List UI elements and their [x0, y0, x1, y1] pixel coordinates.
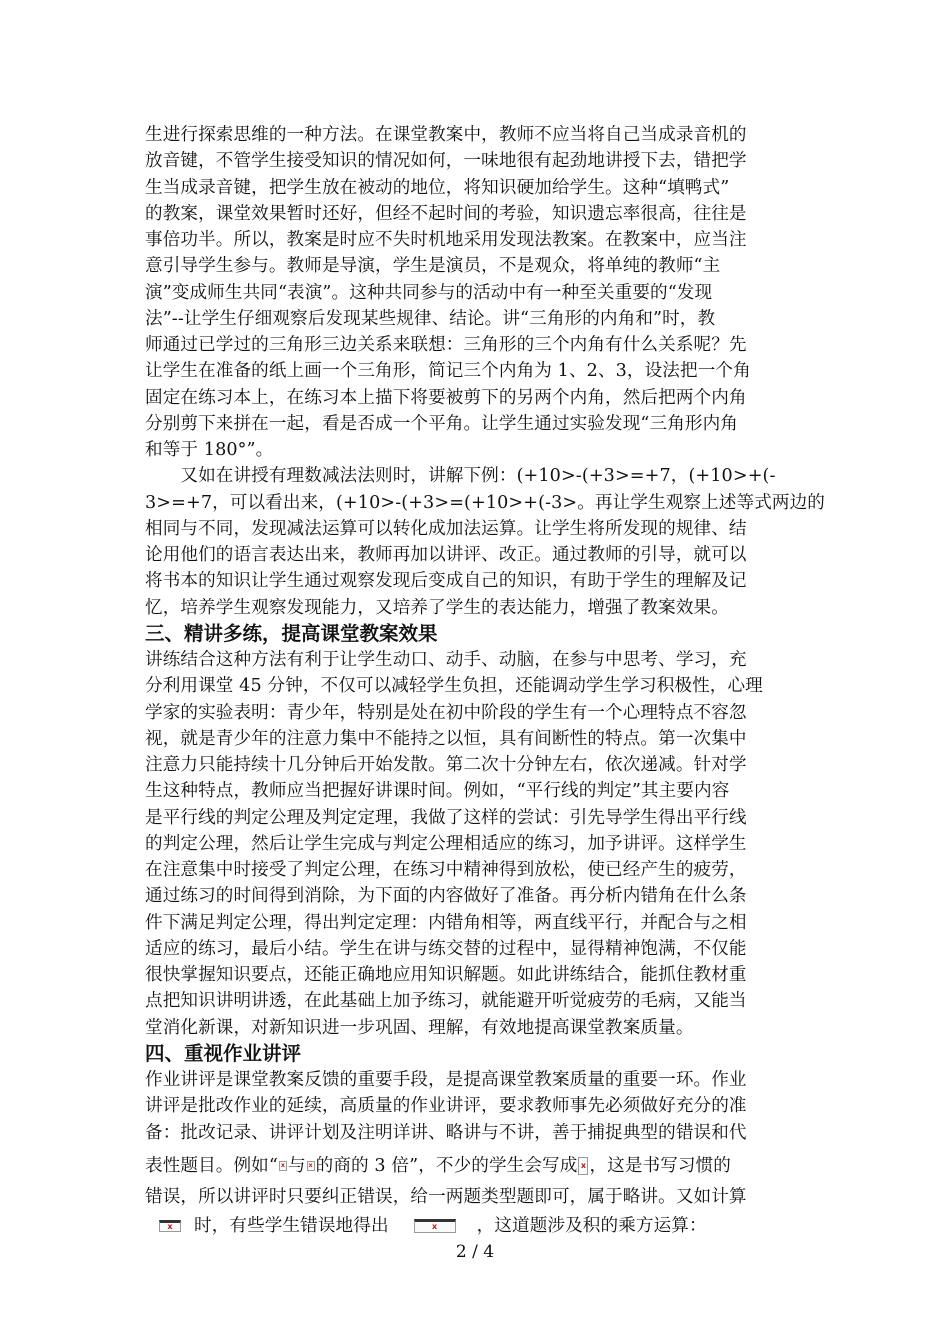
example-line	[145, 1153, 731, 1179]
text-line: 讲练结合这种方法有利于让学生动口、动手、动脑，在参与中思考、学习，充	[145, 650, 747, 670]
text-line: 的教案，课堂效果暂时还好，但经不起时间的考验，知识遗忘率很高，往往是	[145, 204, 747, 224]
text-line: 堂消化新课，对新知识进一步巩固、理解，有效地提高课堂教案质量。	[145, 1018, 694, 1038]
text-line: 生进行探索思维的一种方法。在课堂教案中，教师不应当将自己当成录音机的	[145, 125, 747, 145]
text-line: 很快掌握知识要点，还能正确地应用知识解题。如此讲练结合，能抓住教材重	[145, 965, 747, 985]
text-line: 作业讲评是课堂教案反馈的重要手段，是提高课堂教案质量的重要一环。作业	[145, 1070, 747, 1090]
text-line: 的判定公理，然后让学生完成与判定公理相适应的练习，加予讲评。这样学生	[145, 834, 747, 854]
text-line: 备：批改记录、讲评计划及注明详讲、略讲与不讲，善于捕捉典型的错误和代	[145, 1123, 747, 1143]
calc-line	[158, 1213, 707, 1239]
text-line: 分利用课堂 45 分钟，不仅可以减轻学生负担，还能调动学生学习积极性，心理	[145, 676, 763, 696]
text-line: 生这种特点，教师应当把握好讲课时间。例如，“平行线的判定”其主要内容	[145, 781, 730, 801]
text-line: 注意力只能持续十几分钟后开始发散。第二次十分钟左右，依次递减。针对学	[145, 755, 747, 775]
broken-image-icon	[414, 1219, 456, 1233]
text-line: 通过练习的时间得到消除，为下面的内容做好了准备。再分析内错角在什么条	[145, 886, 747, 906]
text-line: 错误，所以讲评时只要纠正错误，给一两题类型题即可，属于略讲。又如计算	[145, 1187, 747, 1207]
broken-image-icon	[159, 1220, 181, 1232]
text-line: 和等于 180°”。	[145, 440, 274, 460]
text-line: 师通过已学过的三角形三边关系来联想：三角形的三个内角有什么关系呢？先	[145, 335, 747, 355]
text-fragment: 与	[287, 1156, 306, 1176]
text-line: 适应的练习，最后小结。学生在讲与练交替的过程中，显得精神饱满，不仅能	[145, 939, 747, 959]
text-line: 将书本的知识让学生通过观察发现后变成自己的知识，有助于学生的理解及记	[145, 571, 747, 591]
text-line: 意引导学生参与。教师是导演，学生是演员，不是观众，将单纯的教师“主	[145, 256, 721, 276]
section-heading-4: 四、重视作业讲评	[145, 1042, 302, 1065]
text-fragment: 的商的 3 倍”，不少的学生会写成	[315, 1156, 578, 1176]
text-line: 事倍功半。所以，教案是时应不失时机地采用发现法教案。在教案中，应当注	[145, 230, 747, 250]
broken-image-icon	[279, 1161, 287, 1171]
text-line: 法”--让学生仔细观察后发现某些规律、结论。讲“三角形的内角和”时，教	[145, 309, 716, 329]
broken-image-icon	[578, 1157, 588, 1175]
text-line: 视，就是青少年的注意力集中不能持之以恒，具有间断性的特点。第一次集中	[145, 729, 747, 749]
text-line: 学家的实验表明：青少年，特别是处在初中阶段的学生有一个心理特点不容忽	[145, 703, 747, 723]
image-error-mark: x	[167, 1222, 173, 1231]
text-line: 点把知识讲明讲透，在此基础上加予练习，就能避开听觉疲劳的毛病，又能当	[145, 991, 747, 1011]
image-error-mark: x	[432, 1222, 438, 1231]
text-line: 件下满足判定公理，得出判定定理：内错角相等，两直线平行，并配合与之相	[145, 913, 747, 933]
text-line: 相同与不同，发现减法运算可以转化成加法运算。让学生将所发现的规律、结	[145, 519, 747, 539]
text-line: 论用他们的语言表达出来，教师再加以讲评、改正。通过教师的引导，就可以	[145, 545, 747, 565]
page-number: 2 / 4	[455, 1242, 495, 1262]
text-line: 固定在练习本上，在练习本上描下将要被剪下的另两个内角，然后把两个内角	[145, 388, 747, 408]
text-fragment: ，这道题涉及积的乘方运算：	[476, 1216, 707, 1236]
text-line: 又如在讲授有理数减法法则时，讲解下例：(+10>-(+3>=+7，(+10>+(-	[145, 466, 776, 486]
text-fragment: 时，有些学生错误地得出	[194, 1216, 389, 1236]
broken-image-icon	[307, 1161, 315, 1171]
text-line: 3>=+7，可以看出来，(+10>-(+3>=(+10>+(-3>。再让学生观察上述等式两边的	[145, 493, 825, 513]
text-line: 在注意集中时接受了判定公理，在练习中精神得到放松，使已经产生的疲劳，	[145, 860, 747, 880]
text-line: 让学生在准备的纸上画一个三角形，简记三个内角为 1、2、3，设法把一个角	[145, 361, 751, 381]
image-error-mark: x	[580, 1161, 587, 1170]
text-line: 分别剪下来拼在一起，看是否成一个平角。让学生通过实验发现“三角形内角	[145, 414, 738, 434]
text-fragment: ，这是书写习惯的	[589, 1156, 732, 1176]
image-error-mark: x	[280, 1162, 285, 1169]
text-line: 讲评是批改作业的延续，高质量的作业讲评，要求教师事先必须做好充分的准	[145, 1096, 747, 1116]
text-line: 生当成录音键，把学生放在被动的地位，将知识硬加给学生。这种“填鸭式”	[145, 178, 730, 198]
section-heading-3: 三、精讲多练，提高课堂教案效果	[145, 622, 438, 645]
image-error-mark: x	[308, 1162, 313, 1169]
text-line: 忆，培养学生观察发现能力，又培养了学生的表达能力，增强了教案效果。	[145, 598, 729, 618]
text-line: 演”变成师生共同“表演”。这种共同参与的活动中有一种至关重要的“发现	[145, 283, 713, 303]
text-fragment: 表性题目。例如“	[145, 1156, 278, 1176]
text-line: 是平行线的判定公理及判定定理，我做了这样的尝试：引先导学生得出平行线	[145, 808, 747, 828]
text-line: 放音键，不管学生接受知识的情况如何，一味地很有起劲地讲授下去，错把学	[145, 151, 747, 171]
